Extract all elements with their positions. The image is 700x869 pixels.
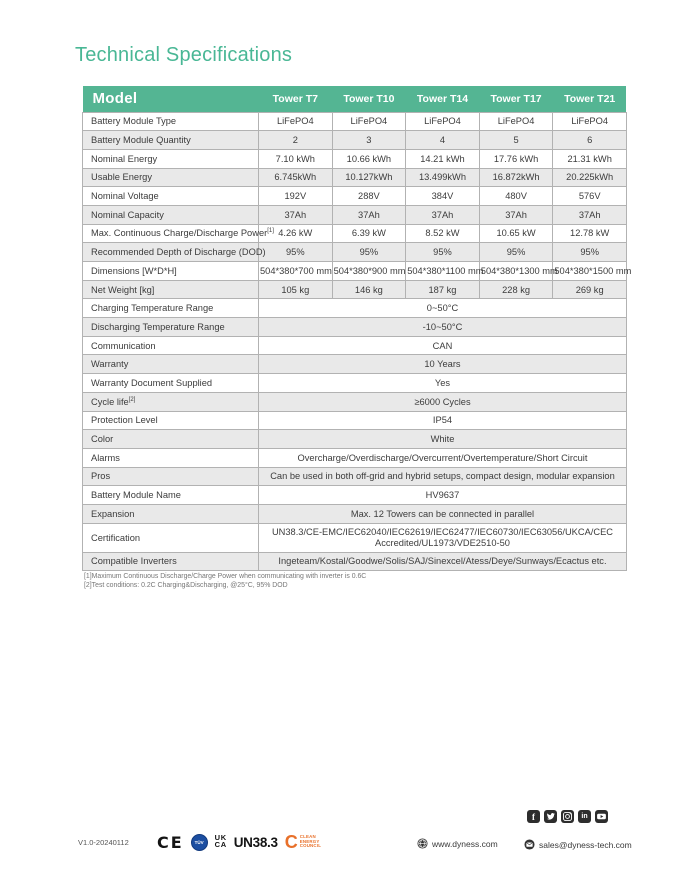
spec-label: Compatible Inverters (91, 556, 177, 567)
spec-merged-value-cell: Max. 12 Towers can be connected in parallel (259, 504, 627, 523)
model-header: Model (83, 86, 259, 112)
spec-value-cell: 384V (406, 187, 480, 206)
spec-row (83, 224, 627, 243)
spec-label: Certification (91, 532, 141, 543)
spec-value-cell: LiFePO4 (479, 112, 553, 131)
spec-table-wrap (82, 86, 632, 571)
column-header-tower-t7: Tower T7 (259, 86, 333, 112)
spec-merged-value-cell: 0~50°C (259, 299, 627, 318)
spec-merged-value-cell: Can be used in both off-grid and hybrid setups, compact design, modular expansion (259, 467, 627, 486)
youtube-icon[interactable] (595, 810, 608, 823)
spec-row (83, 430, 627, 449)
spec-label-cell (83, 552, 259, 571)
ce-mark-logo: CE (157, 832, 184, 852)
spec-row (83, 486, 627, 505)
twitter-icon[interactable] (544, 810, 557, 823)
spec-value-cell: 4 (406, 131, 480, 150)
page-title: Technical Specifications (75, 44, 293, 66)
spec-label: Warranty (91, 359, 129, 370)
spec-value-cell: 10.127kWh (332, 168, 406, 187)
footnote-marker: [1] (267, 228, 274, 235)
column-header-tower-t17: Tower T17 (479, 86, 553, 112)
spec-label: Cycle life (91, 396, 129, 407)
tuv-logo: TÜV (191, 834, 208, 851)
spec-value-cell: 95% (479, 243, 553, 262)
spec-value-cell: 504*380*900 mm (332, 262, 406, 281)
certification-logos (157, 827, 321, 857)
spec-merged-value-cell: CAN (259, 336, 627, 355)
spec-label-cell (83, 149, 259, 168)
spec-table-body (83, 112, 632, 571)
spec-value-cell: 95% (332, 243, 406, 262)
spec-value-cell: 269 kg (553, 280, 627, 299)
spec-value-cell: 21.31 kWh (553, 149, 627, 168)
ukca-logo (215, 835, 227, 849)
spec-merged-value-cell: White (259, 430, 627, 449)
cec-text (300, 835, 321, 849)
spec-row (83, 131, 627, 150)
spec-label-cell (83, 504, 259, 523)
globe-icon (417, 838, 428, 849)
spec-value-cell: 10.65 kW (479, 224, 553, 243)
spec-label-cell (83, 448, 259, 467)
column-header-tower-t14: Tower T14 (406, 86, 480, 112)
spec-merged-value-cell: IP54 (259, 411, 627, 430)
spec-value-cell: 6.745kWh (259, 168, 333, 187)
spec-value-cell: 16.872kWh (479, 168, 553, 187)
spec-value-cell: 7.10 kWh (259, 149, 333, 168)
cec-line-1: CLEAN (299, 833, 316, 839)
spec-row (83, 374, 627, 393)
version-label: V1.0-20240112 (78, 838, 129, 847)
spec-label: Battery Module Type (91, 116, 177, 127)
spec-value-cell: 14.21 kWh (406, 149, 480, 168)
spec-label-cell (83, 411, 259, 430)
spec-label: Color (91, 434, 114, 445)
spec-value-cell: 37Ah (553, 205, 627, 224)
spec-row (83, 336, 627, 355)
spec-value-cell: 20.225kWh (553, 168, 627, 187)
spec-row (83, 299, 627, 318)
spec-value-cell: 13.499kWh (406, 168, 480, 187)
spec-row (83, 205, 627, 224)
spec-value-cell: 288V (332, 187, 406, 206)
column-header-tower-t21: Tower T21 (553, 86, 627, 112)
spec-row (83, 243, 627, 262)
spec-value-cell: 105 kg (259, 280, 333, 299)
spec-value-cell: LiFePO4 (332, 112, 406, 131)
header-row (83, 86, 627, 112)
spec-value-cell: 8.52 kW (406, 224, 480, 243)
spec-merged-value-cell: Overcharge/Overdischarge/Overcurrent/Overtemperature/Short Circuit (259, 448, 627, 467)
spec-value-cell: 37Ah (259, 205, 333, 224)
spec-value-cell: 37Ah (332, 205, 406, 224)
spec-value-cell: 4.26 kW (259, 224, 333, 243)
spec-value-cell: LiFePO4 (259, 112, 333, 131)
spec-value-cell: 504*380*1300 mm (479, 262, 553, 281)
spec-value-cell: 504*380*700 mm (259, 262, 333, 281)
spec-label: Nominal Energy (91, 153, 158, 164)
spec-row (83, 112, 627, 131)
spec-row (83, 411, 627, 430)
spec-value-cell: 10.66 kWh (332, 149, 406, 168)
spec-value-cell: 187 kg (406, 280, 480, 299)
spec-label: Battery Module Quantity (91, 135, 191, 146)
email-address[interactable]: sales@dyness-tech.com (539, 839, 632, 850)
website-row (417, 838, 498, 849)
clean-energy-council-logo (285, 834, 321, 850)
spec-table-head (83, 86, 627, 112)
spec-value-cell: 95% (406, 243, 480, 262)
spec-value-cell: 5 (479, 131, 553, 150)
spec-label: Warranty Document Supplied (91, 377, 213, 388)
spec-label: Battery Module Name (91, 490, 181, 501)
spec-label: Communication (91, 340, 156, 351)
social-icons-row (527, 810, 608, 823)
spec-value-cell: 576V (553, 187, 627, 206)
website-url[interactable]: www.dyness.com (432, 838, 498, 849)
spec-label: Dimensions [W*D*H] (91, 265, 177, 276)
spec-label-cell (83, 336, 259, 355)
spec-label: Recommended Depth of Discharge (DOD) (91, 247, 266, 258)
spec-label: Nominal Voltage (91, 191, 159, 202)
spec-label-cell (83, 486, 259, 505)
spec-row (83, 552, 627, 571)
spec-label-cell (83, 430, 259, 449)
spec-row (83, 523, 627, 552)
spec-label-cell (83, 131, 259, 150)
spec-row (83, 262, 627, 281)
spec-merged-value-cell: UN38.3/CE-EMC/IEC62040/IEC62619/IEC62477/IEC60730/IEC63056/UKCA/CEC Accredited/UL1973/VDE2510-50 (259, 523, 627, 552)
spec-value-cell: LiFePO4 (406, 112, 480, 131)
cec-line-3: COUNCIL (299, 843, 322, 849)
spec-label-cell (83, 262, 259, 281)
un383-logo: UN38.3 (233, 834, 278, 850)
spec-value-cell: 146 kg (332, 280, 406, 299)
spec-label-cell (83, 224, 274, 243)
spec-value-cell: 12.78 kW (553, 224, 627, 243)
spec-row (83, 355, 627, 374)
column-header-tower-t10: Tower T10 (332, 86, 406, 112)
spec-merged-value-cell: Ingeteam/Kostal/Goodwe/Solis/SAJ/Sinexcel/Atess/Deye/Sunways/Ecactus etc. (259, 552, 627, 571)
email-row (524, 839, 632, 850)
spec-table (82, 86, 632, 571)
instagram-icon[interactable] (561, 810, 574, 823)
spec-value-cell: 17.76 kWh (479, 149, 553, 168)
ukca-line-2: CA (214, 840, 227, 849)
spec-label: Discharging Temperature Range (91, 321, 225, 332)
spec-label: Charging Temperature Range (91, 303, 214, 314)
email-icon (524, 839, 535, 850)
spec-label: Net Weight [kg] (91, 284, 155, 295)
facebook-icon[interactable]: f (527, 810, 540, 823)
spec-label-cell (83, 467, 259, 486)
spec-value-cell: 37Ah (406, 205, 480, 224)
spec-label-cell (83, 187, 259, 206)
spec-row (83, 467, 627, 486)
spec-label: Usable Energy (91, 172, 152, 183)
spec-label-cell (83, 523, 259, 552)
cec-line-2: ENERGY (299, 838, 320, 844)
spec-row (83, 318, 627, 337)
footnote-marker: [2] (128, 396, 136, 403)
spec-label-cell (83, 112, 259, 131)
spec-row (83, 168, 627, 187)
spec-value-cell: 504*380*1100 mm (406, 262, 480, 281)
spec-value-cell: 2 (259, 131, 333, 150)
spec-value-cell: 95% (259, 243, 333, 262)
spec-merged-value-cell: Yes (259, 374, 627, 393)
spec-label-cell (83, 355, 259, 374)
ukca-line-1: UK (214, 833, 227, 843)
spec-label-cell (83, 392, 259, 411)
spec-merged-value-cell: ≥6000 Cycles (259, 392, 627, 411)
spec-label-cell (83, 168, 259, 187)
spec-row (83, 149, 627, 168)
spec-row (83, 504, 627, 523)
spec-label: Max. Continuous Charge/Discharge Power (91, 228, 268, 239)
linkedin-icon[interactable]: in (578, 810, 591, 823)
spec-label-cell (83, 280, 259, 299)
spec-merged-value-cell: 10 Years (259, 355, 627, 374)
spec-label: Alarms (91, 452, 120, 463)
spec-value-cell: 95% (553, 243, 627, 262)
spec-label-cell (83, 299, 259, 318)
spec-label-cell (83, 318, 259, 337)
spec-value-cell: 6 (553, 131, 627, 150)
spec-merged-value-cell: -10~50°C (259, 318, 627, 337)
spec-label: Nominal Capacity (91, 209, 164, 220)
spec-label: Protection Level (91, 415, 158, 426)
spec-label-cell (83, 374, 259, 393)
cec-c-glyph: C (284, 832, 298, 852)
spec-value-cell: 228 kg (479, 280, 553, 299)
spec-value-cell: 37Ah (479, 205, 553, 224)
footnote-2: [2]Test conditions: 0.2C Charging&Discharging, @25°C, 95% DOD (84, 582, 288, 589)
spec-label: Expansion (91, 508, 135, 519)
spec-row (83, 187, 627, 206)
spec-row (83, 392, 627, 411)
spec-value-cell: 504*380*1500 mm (553, 262, 627, 281)
spec-row (83, 280, 627, 299)
spec-value-cell: 3 (332, 131, 406, 150)
footnote-1: [1]Maximum Continuous Discharge/Charge Power when communicating with inverter is 0.6C (84, 573, 367, 580)
spec-label-cell (83, 243, 266, 262)
spec-row (83, 448, 627, 467)
footnotes (84, 572, 366, 590)
spec-merged-value-cell: HV9637 (259, 486, 627, 505)
spec-value-cell: 480V (479, 187, 553, 206)
spec-label-cell (83, 205, 259, 224)
spec-value-cell: 6.39 kW (332, 224, 406, 243)
spec-value-cell: LiFePO4 (553, 112, 627, 131)
spec-value-cell: 192V (259, 187, 333, 206)
spec-label: Pros (91, 471, 111, 482)
